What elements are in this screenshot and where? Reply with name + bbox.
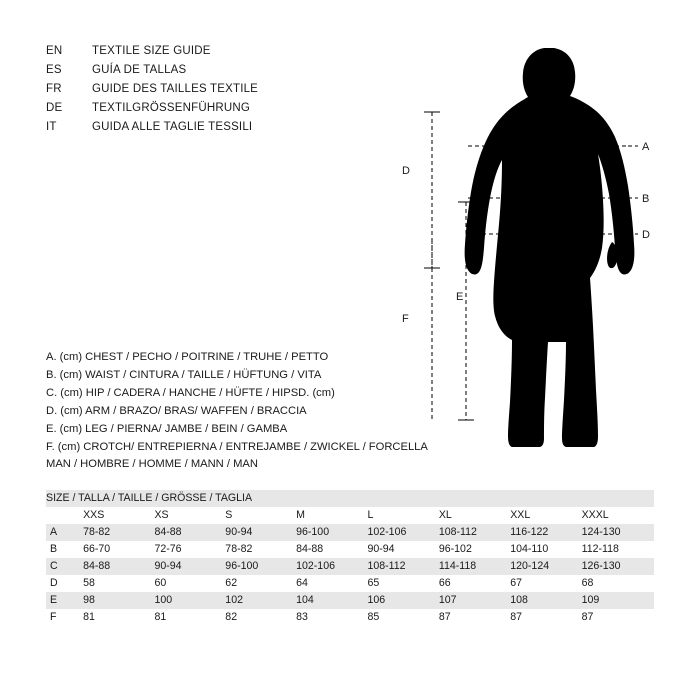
arm-bracket [424,112,440,268]
table-title-row [46,490,654,507]
legend-item: D. (cm) ARM / BRAZO/ BRAS/ WAFFEN / BRACCIA [46,405,307,417]
cell: 60 [154,575,225,592]
cell: 84-88 [83,558,154,575]
cell: 66-70 [83,541,154,558]
legend-item: B. (cm) WAIST / CINTURA / TAILLE / HÜFTUNG / VITA [46,369,322,381]
cell: 84-88 [154,524,225,541]
cell: 102-106 [367,524,438,541]
legend-item: A. (cm) CHEST / PECHO / POITRINE / TRUHE / PETTO [46,351,329,363]
cell: 126-130 [582,558,654,575]
cell: 67 [510,575,581,592]
cell: 84-88 [296,541,367,558]
marker-label-d: D [402,165,410,177]
cell: 90-94 [367,541,438,558]
gender-label: MAN / HOMBRE / HOMME / MANN / MAN [46,458,258,470]
table-header-row [46,507,654,524]
cell: 87 [439,609,510,626]
cell: 87 [510,609,581,626]
legend-item: F. (cm) CROTCH/ ENTREPIERNA / ENTREJAMBE / ZWICKEL / FORCELLA [46,441,428,453]
language-code: ES [46,64,62,76]
table-row [46,541,654,558]
cell: 102-106 [296,558,367,575]
column-header: S [225,507,296,524]
column-header: M [296,507,367,524]
cell: 107 [439,592,510,609]
table-row [46,609,654,626]
size-table-wrap [46,490,654,626]
row-label: B [46,541,83,558]
cell: 72-76 [154,541,225,558]
row-label: D [46,575,83,592]
cell: 90-94 [154,558,225,575]
cell: 108 [510,592,581,609]
figure-illustration [380,20,680,460]
language-title: TEXTILGRÖSSENFÜHRUNG [92,102,250,114]
cell: 100 [154,592,225,609]
row-label: C [46,558,83,575]
cell: 104-110 [510,541,581,558]
language-code: IT [46,121,57,133]
cell: 64 [296,575,367,592]
column-header: XXL [510,507,581,524]
table-row [46,558,654,575]
man-silhouette [465,48,635,447]
cell: 116-122 [510,524,581,541]
language-titles [46,45,376,140]
language-title: GUÍA DE TALLAS [92,64,187,76]
column-header: XL [439,507,510,524]
language-row [46,64,376,83]
marker-label-e: E [456,291,464,303]
cell: 87 [582,609,654,626]
column-header: XXS [83,507,154,524]
column-header: XXXL [582,507,654,524]
cell: 106 [367,592,438,609]
cell: 112-118 [582,541,654,558]
size-table [46,490,654,626]
cell: 62 [225,575,296,592]
cell: 78-82 [225,541,296,558]
column-header: L [367,507,438,524]
language-title: GUIDA ALLE TAGLIE TESSILI [92,121,253,133]
language-row [46,121,376,140]
cell: 78-82 [83,524,154,541]
cell: 114-118 [439,558,510,575]
cell: 66 [439,575,510,592]
table-title: SIZE / TALLA / TAILLE / GRÖSSE / TAGLIA [46,490,654,507]
body-figure [380,20,680,460]
language-code: EN [46,45,63,57]
legend-item: E. (cm) LEG / PIERNA/ JAMBE / BEIN / GAMBA [46,423,288,435]
language-row [46,45,376,64]
cell: 81 [83,609,154,626]
cell: 120-124 [510,558,581,575]
cell: 96-100 [225,558,296,575]
row-label: E [46,592,83,609]
cell: 109 [582,592,654,609]
cell: 104 [296,592,367,609]
cell: 102 [225,592,296,609]
marker-label-c: D [642,229,650,241]
cell: 58 [83,575,154,592]
cell: 98 [83,592,154,609]
legend-item: C. (cm) HIP / CADERA / HANCHE / HÜFTE / HIPSD. (cm) [46,387,335,399]
cell: 96-102 [439,541,510,558]
language-code: DE [46,102,63,114]
table-row [46,524,654,541]
cell: 96-100 [296,524,367,541]
row-label: F [46,609,83,626]
cell: 124-130 [582,524,654,541]
marker-label-b: B [642,193,650,205]
cell: 108-112 [367,558,438,575]
marker-label-a: A [642,141,650,153]
table-row [46,592,654,609]
language-row [46,83,376,102]
language-title: TEXTILE SIZE GUIDE [92,45,211,57]
column-header: XS [154,507,225,524]
cell: 108-112 [439,524,510,541]
cell: 85 [367,609,438,626]
cell: 82 [225,609,296,626]
table-row [46,575,654,592]
cell: 65 [367,575,438,592]
cell: 68 [582,575,654,592]
language-code: FR [46,83,62,95]
language-title: GUIDE DES TAILLES TEXTILE [92,83,259,95]
row-label: A [46,524,83,541]
cell: 83 [296,609,367,626]
language-row [46,102,376,121]
marker-label-f: F [402,313,409,325]
header-blank [46,507,83,524]
cell: 81 [154,609,225,626]
cell: 90-94 [225,524,296,541]
